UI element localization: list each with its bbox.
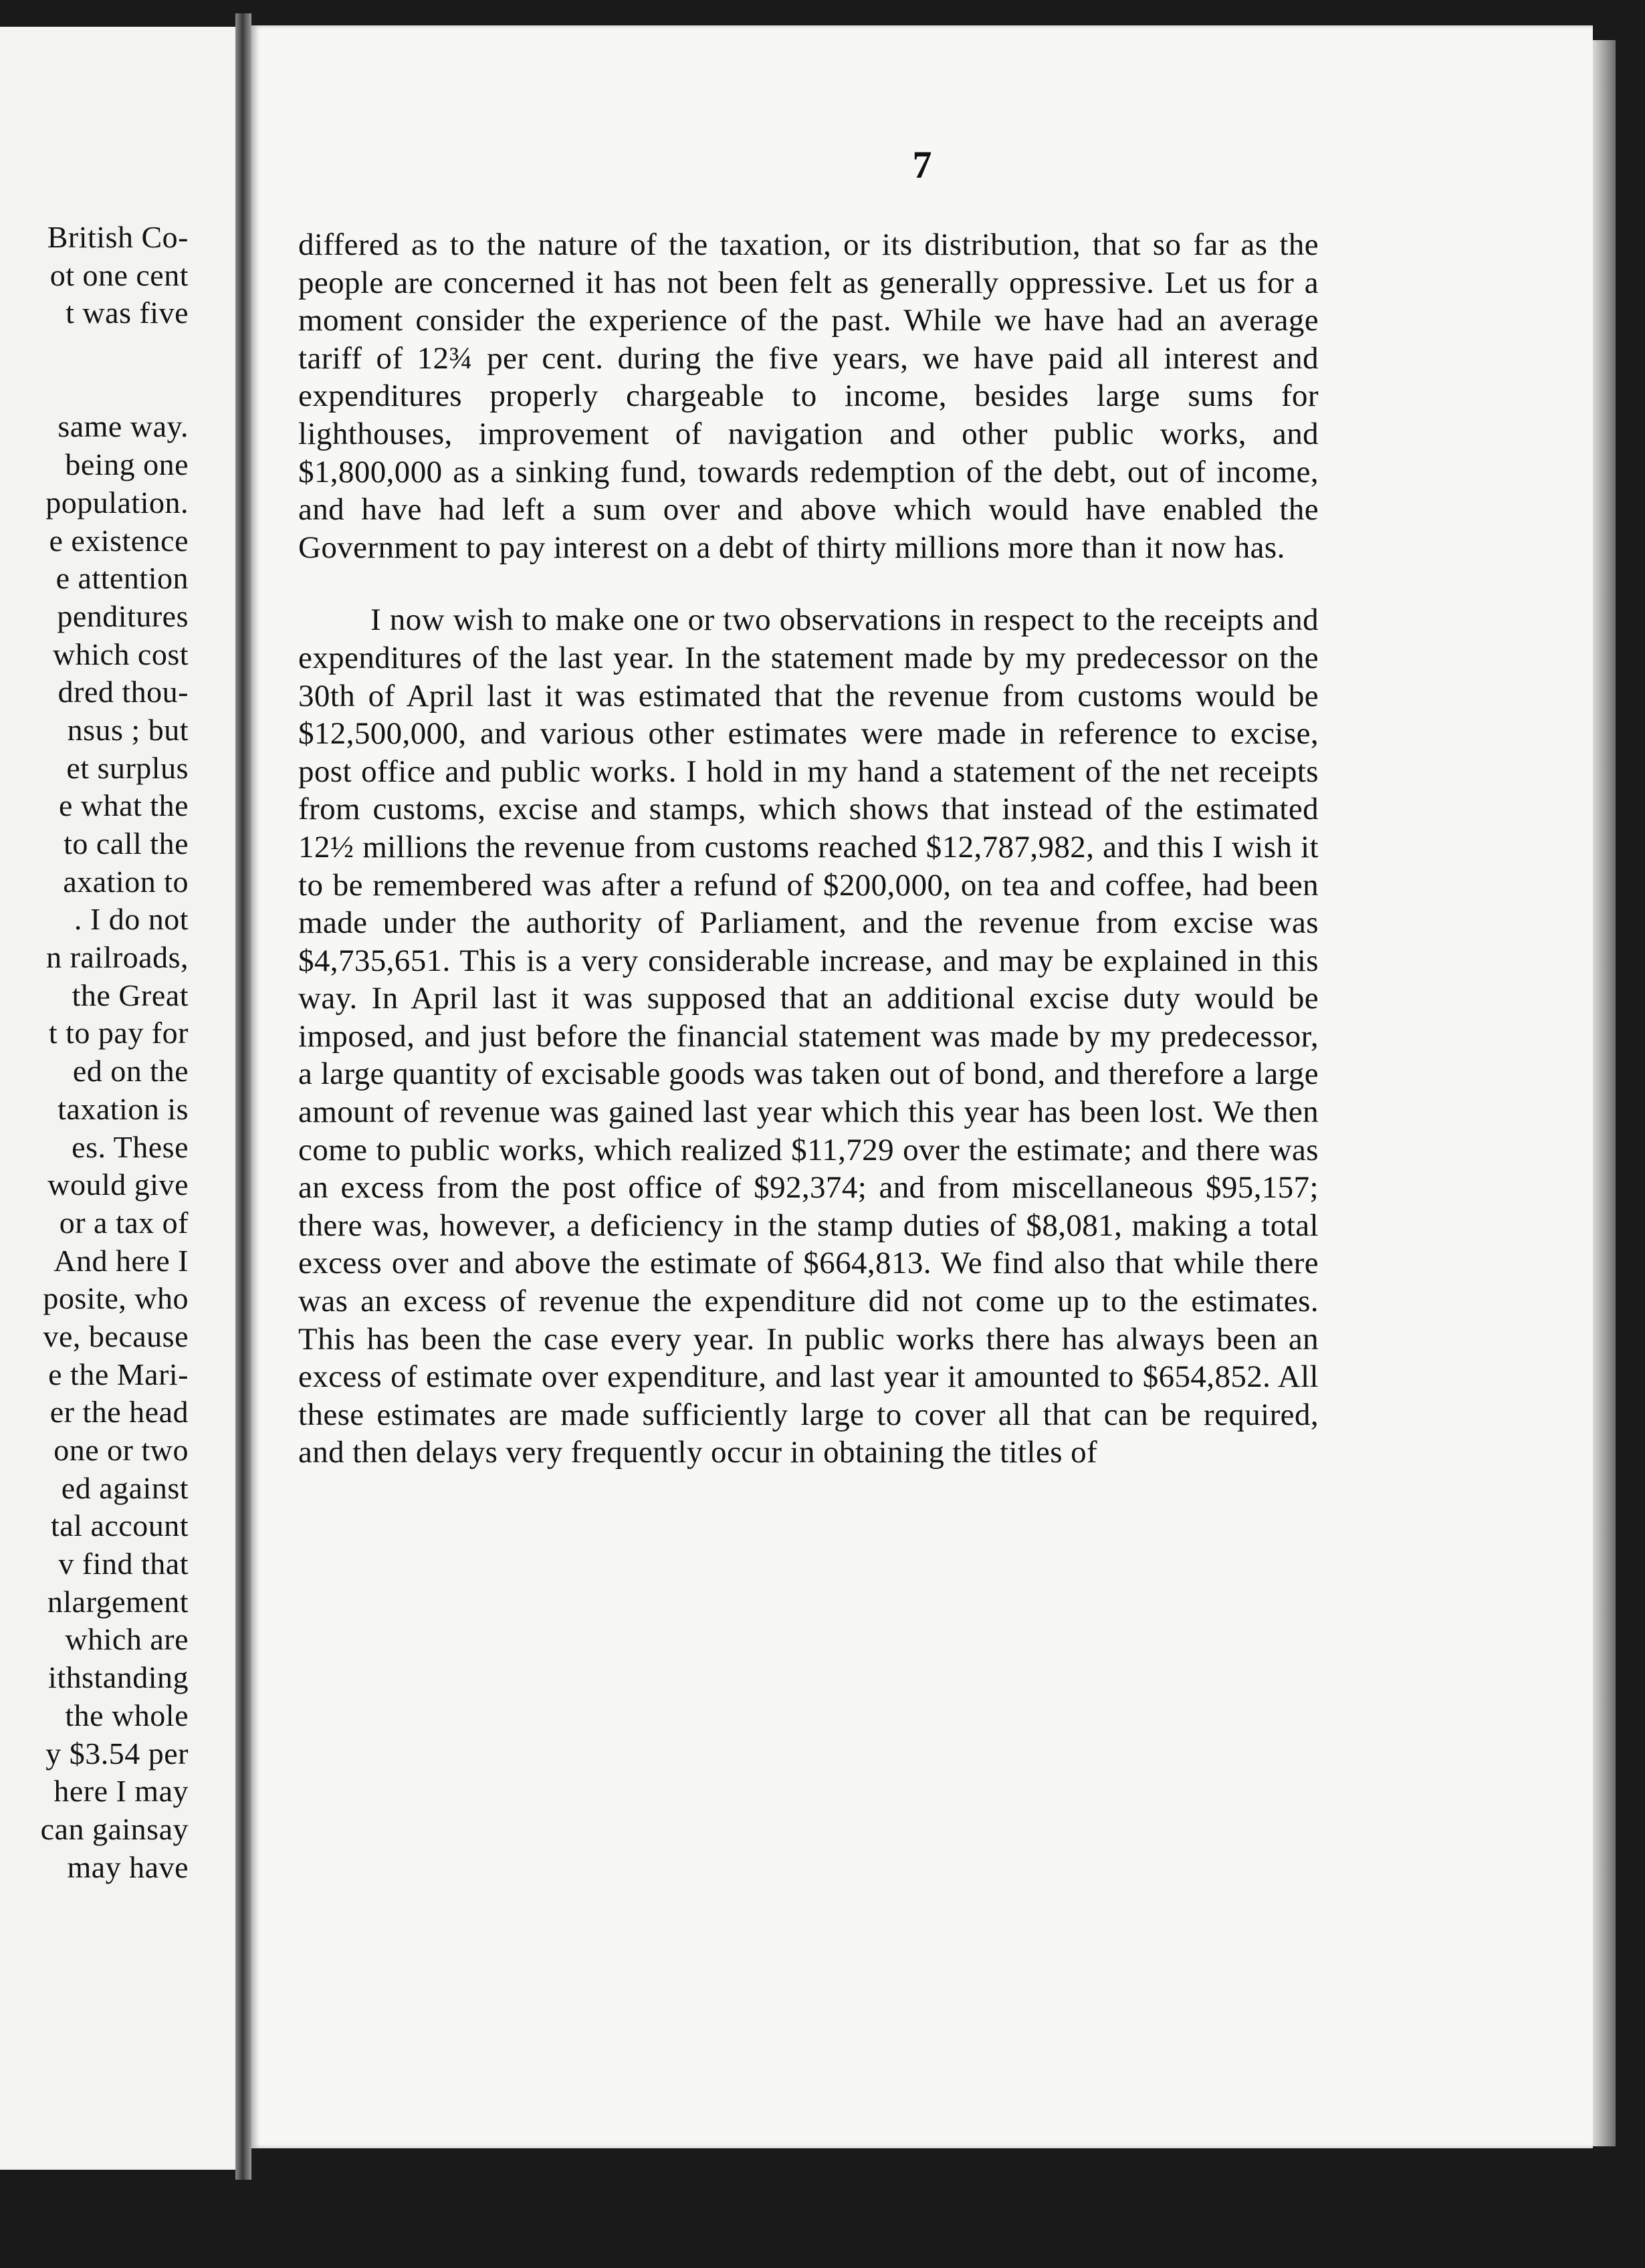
left-page-line: . I do not (74, 902, 189, 937)
left-page-line: y $3.54 per (45, 1736, 189, 1771)
left-page-line: same way. (58, 409, 189, 444)
left-page-line: population. (45, 485, 189, 520)
left-page-line: And here I (53, 1243, 189, 1278)
left-page-line: ithstanding (48, 1660, 189, 1695)
left-page-line: can gainsay (40, 1811, 189, 1846)
right-page (251, 25, 1593, 2148)
left-page-line: tal account (50, 1508, 189, 1543)
left-page-line: ed against (61, 1470, 189, 1505)
left-page-line: one or two (53, 1433, 189, 1467)
left-page-line: t was five (66, 296, 189, 330)
left-page-line: dred thou- (58, 675, 189, 709)
left-page-line: e the Mari- (48, 1357, 189, 1391)
left-page-line: here I may (53, 1774, 189, 1809)
left-page-line: penditures (57, 598, 189, 633)
left-page-line: t to pay for (48, 1016, 189, 1050)
left-page-text (41, 219, 189, 1886)
left-page-line: es. These (72, 1129, 189, 1164)
paragraph-2: I now wish to make one or two observations in respect to the receipts and expenditures of the last year. In the statement made by my predecessor on the 30th of April last it was estimated that the revenue from customs would be $12,500,000, and various other estimates were made in reference to excise, post office and public works. I hold in my hand a statement of the net receipts from customs, excise and stamps, which shows that instead of the estimated 12½ millions the revenue from customs reached $12,787,982, and this I wish it to be remembered was after a refund of $200,000, on tea and coffee, had been made under the authority of Parliament, and the revenue from excise was $4,735,651. This is a very considerable increase, and may be explained in this way. In April last it was supposed that an additional excise duty would be imposed, and just before the financial statement was made by my predecessor, a large quantity of excisable goods was taken out of bond, and therefore a large amount of revenue was gained last year which this year has been lost. We then come to public works, which realized $11,729 over the estimate; and there was an excess from the post office of $92,374; and from miscellaneous $95,157; there was, however, a deficiency in the stamp duties of $8,081, making a total excess over and above the estimate of $664,813. We find also that while there was an excess of revenue the expenditure did not come up to the estimates. This has been the case every year. In public works there has always been an excess of estimate over expenditure, and last year it amounted to $654,852. All these estimates are made sufficiently large to cover all that can be required, and then delays very frequently occur in obtaining the titles of (298, 602, 1319, 1470)
left-page-line: or a tax of (59, 1205, 189, 1240)
left-page-line: e what the (58, 788, 189, 823)
left-page-line: the whole (65, 1698, 189, 1732)
body-text (298, 226, 1319, 1472)
left-page-line: may have (67, 1849, 189, 1884)
left-page-line: which cost (52, 637, 189, 671)
book-gutter (235, 13, 251, 2180)
left-page-line (41, 370, 189, 409)
left-page-line: would give (47, 1167, 189, 1202)
left-page-line: nlargement (47, 1584, 189, 1619)
left-page-line: er the head (49, 1395, 189, 1430)
left-page-line: taxation is (58, 1091, 189, 1126)
page-number: 7 (912, 143, 932, 187)
left-page-line: ed on the (72, 1054, 189, 1089)
left-page-line: the Great (72, 978, 189, 1012)
left-page-line: posite, who (43, 1281, 189, 1316)
left-page-line: axation to (63, 864, 189, 899)
left-page-line: ve, because (43, 1319, 189, 1353)
left-facing-page (0, 27, 235, 2170)
page-edge (1593, 40, 1616, 2146)
left-page-line: n railroads, (46, 940, 189, 975)
left-page-line: ot one cent (49, 257, 189, 292)
left-page-line: et surplus (66, 750, 189, 785)
left-page-line: which are (65, 1622, 189, 1657)
left-page-line: nsus ; but (67, 712, 189, 747)
left-page-line: e attention (56, 561, 189, 596)
left-page-line: e existence (49, 523, 189, 558)
paragraph-1: differed as to the nature of the taxation, or its distribution, that so far as the people are concerned it has not been felt as generally oppressive. Let us for a moment consider the experience of the past. While we have had an average tariff of 12¾ per cent. during the five years, we have paid all interest and expenditures properly chargeable to income, besides large sums for lighthouses, improvement of navigation and other public works, and $1,800,000 as a sinking fund, towards redemption of the debt, out of income, and have had left a sum over and above which would have enabled the Government to pay interest on a debt of thirty millions more than it now has. (298, 227, 1319, 565)
left-page-line (41, 332, 189, 370)
left-page-line: to call the (64, 826, 189, 861)
left-page-line: British Co- (47, 220, 189, 254)
left-page-line: v find that (58, 1547, 189, 1581)
left-page-line: being one (65, 447, 189, 482)
